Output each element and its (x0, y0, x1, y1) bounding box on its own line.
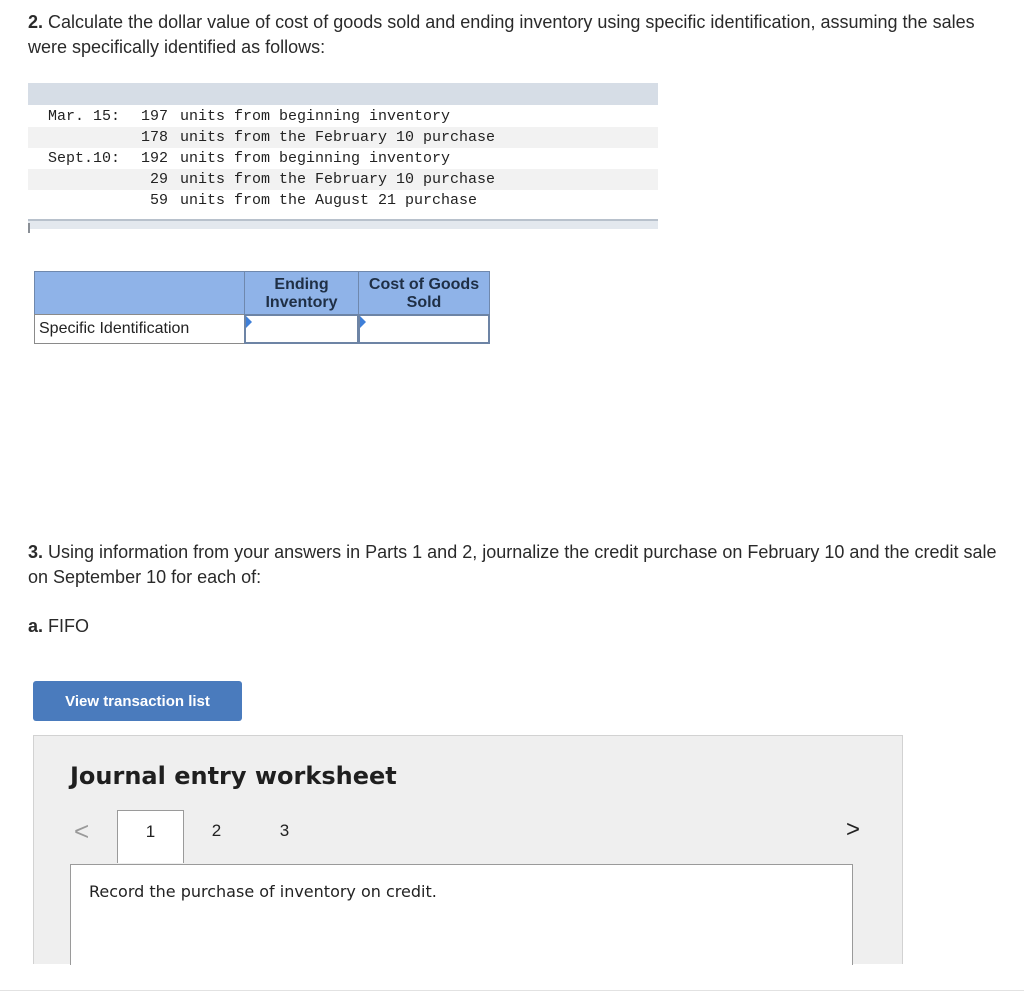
ending-inventory-input[interactable] (244, 314, 359, 344)
worksheet-instruction: Record the purchase of inventory on credit. (89, 882, 437, 901)
part-a (28, 614, 89, 639)
journal-entry-worksheet (33, 735, 903, 964)
question-2 (28, 10, 988, 60)
sales-description: units from beginning inventory (180, 108, 451, 125)
part-a-text: FIFO (48, 616, 90, 636)
sales-row (28, 127, 658, 148)
column-header-cogs: Cost of Goods Sold (358, 271, 490, 315)
question-2-text: Calculate the dollar value of cost of goods sold and ending inventory using specific identification, assuming the sales were specifically identified as follows: (28, 12, 975, 57)
part-a-letter: a. (28, 616, 44, 636)
view-transaction-list-button[interactable]: View transaction list (33, 681, 242, 721)
sales-row (28, 106, 658, 127)
sales-units: 192 (140, 150, 168, 167)
question-2-number: 2. (28, 12, 44, 32)
row-label-specific-identification: Specific Identification (34, 314, 245, 344)
sales-units: 197 (140, 108, 168, 125)
worksheet-title: Journal entry worksheet (70, 762, 397, 790)
question-3 (28, 540, 1008, 590)
input-marker-icon (360, 316, 366, 328)
question-3-text: Using information from your answers in Parts 1 and 2, journalize the credit purchase on February 10 and the credit sale on September 10 for each of: (28, 542, 997, 587)
sales-date: Mar. 15: (48, 108, 121, 125)
worksheet-panel (70, 864, 853, 965)
sales-units: 59 (149, 192, 168, 209)
sales-row (28, 190, 658, 211)
worksheet-tab-2[interactable]: 2 (211, 821, 222, 840)
sales-description: units from the February 10 purchase (180, 171, 496, 188)
sales-box-header-bar (28, 83, 658, 105)
sales-description: units from the August 21 purchase (180, 192, 478, 209)
sales-date: Sept.10: (48, 150, 121, 167)
sales-units: 29 (149, 171, 168, 188)
previous-arrow-icon[interactable]: < (74, 816, 90, 846)
input-marker-icon (246, 316, 252, 328)
question-3-number: 3. (28, 542, 44, 562)
divider (0, 990, 1024, 991)
sales-box-bottom-bar (28, 219, 658, 229)
sales-description: units from the February 10 purchase (180, 129, 496, 146)
sales-box-tick (28, 223, 30, 233)
worksheet-tab-1[interactable]: 1 (117, 810, 184, 863)
column-header-ending-inventory: Ending Inventory (244, 271, 359, 315)
cogs-input[interactable] (358, 314, 490, 344)
sales-units: 178 (140, 129, 168, 146)
sales-identification-box (28, 83, 658, 229)
next-arrow-icon[interactable]: > (846, 816, 861, 843)
sales-description: units from beginning inventory (180, 150, 451, 167)
sales-row (28, 169, 658, 190)
table-header-blank (34, 271, 245, 315)
sales-row (28, 148, 658, 169)
worksheet-tab-3[interactable]: 3 (279, 821, 290, 840)
